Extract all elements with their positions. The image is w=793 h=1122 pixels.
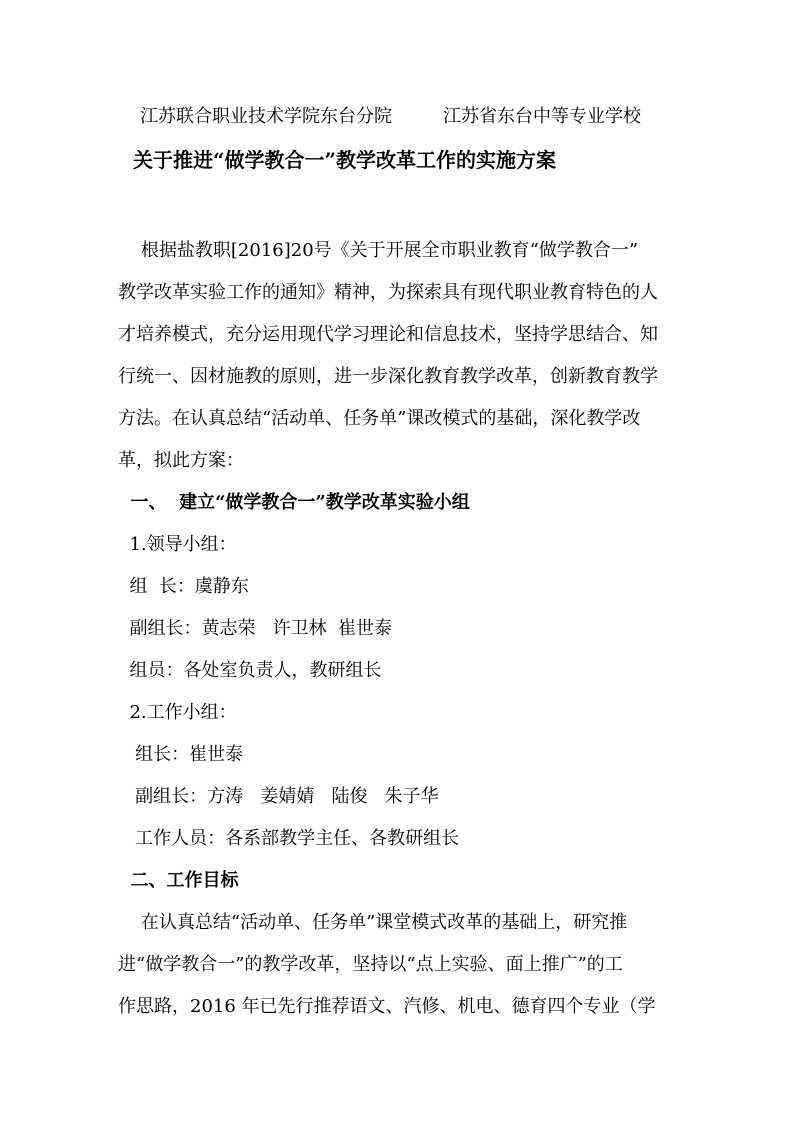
section-1-heading: 一、 建立“做学教合一”教学改革实验小组 (118, 492, 470, 513)
intro-line-2: 教学改革实验工作的通知》精神，为探索具有现代职业教育特色的人 (118, 282, 658, 303)
document-body (118, 230, 678, 1028)
leader-group-label: 1.领导小组： (118, 534, 237, 555)
deputy-leaders-line: 副组长：黄志荣 许卫林 崔世泰 (118, 618, 393, 639)
school-name-left: 江苏联合职业技术学院东台分院 (140, 106, 392, 127)
leader-line: 组 长：虞静东 (118, 576, 249, 597)
intro-line-3: 才培养模式，充分运用现代学习理论和信息技术，坚持学思结合、知 (118, 324, 658, 345)
work-group-label: 2.工作小组： (118, 702, 237, 723)
work-deputies-line: 副组长：方涛 姜婧婧 陆俊 朱子华 (118, 786, 439, 807)
section-2-line-3: 作思路，2016 年已先行推荐语文、汽修、机电、德育四个专业（学 (118, 996, 656, 1017)
work-staff-line: 工作人员：各系部教学主任、各教研组长 (118, 828, 460, 849)
intro-line-6: 革，拟此方案： (118, 450, 244, 471)
members-line: 组员：各处室负责人，教研组长 (118, 660, 382, 681)
intro-line-5: 方法。在认真总结“活动单、任务单”课改模式的基础，深化教学改 (118, 408, 641, 429)
intro-line-4: 行统一、因材施教的原则，进一步深化教育教学改革，创新教育教学 (118, 366, 658, 387)
document-title: 关于推进“做学教合一”教学改革工作的实施方案 (133, 148, 557, 172)
school-name-right: 江苏省东台中等专业学校 (443, 106, 641, 127)
section-2-line-1: 在认真总结“活动单、任务单”课堂模式改革的基础上，研究推 (118, 912, 628, 933)
intro-line-1: 根据盐教职[2016]20号《关于开展全市职业教育“做学教合一” (118, 240, 639, 261)
section-2-line-2: 进“做学教合一”的教学改革，坚持以“点上实验、面上推广”的工 (118, 954, 623, 975)
section-2-heading: 二、工作目标 (118, 870, 239, 891)
work-leader-line: 组长：崔世泰 (118, 744, 244, 765)
